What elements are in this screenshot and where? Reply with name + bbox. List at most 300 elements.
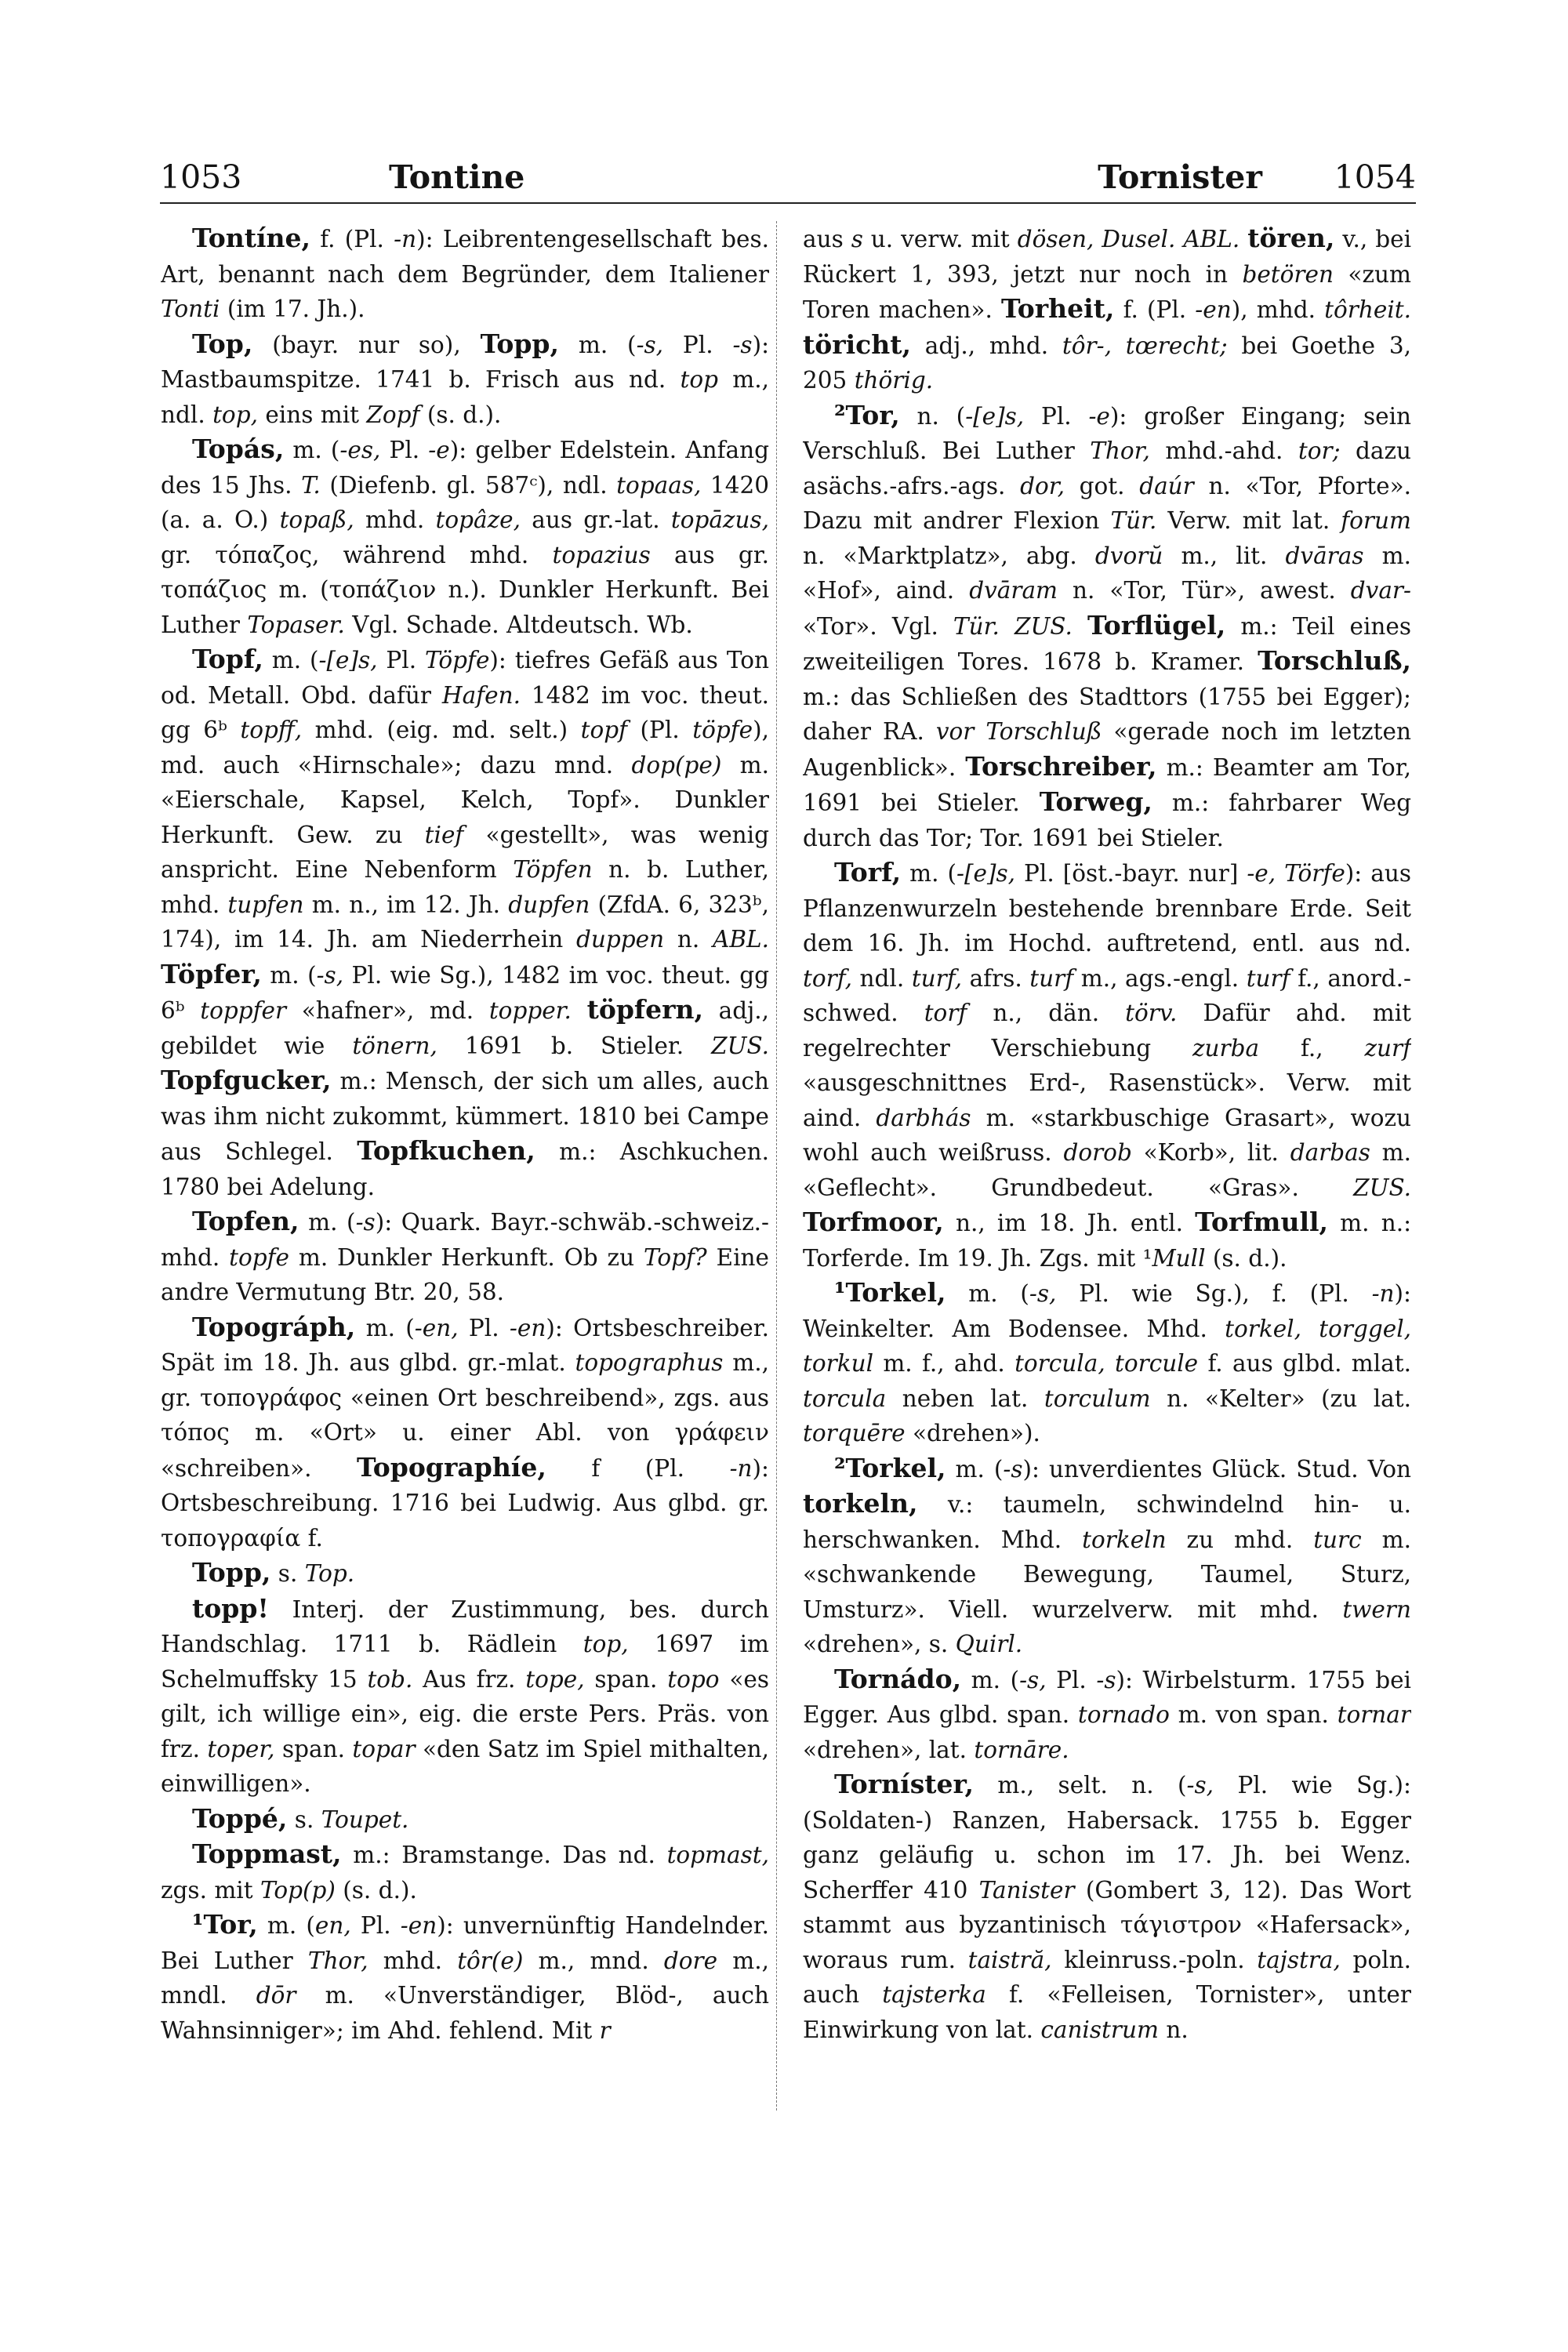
italic-term: Mull [1152, 1244, 1206, 1272]
italic-term: torquēre [803, 1420, 906, 1446]
italic-term: -n [394, 226, 417, 252]
italic-term: betören [1242, 260, 1334, 288]
headword: ²Torkel, [834, 1452, 946, 1483]
italic-term: -s [732, 331, 753, 358]
italic-term: -[e]s, [318, 647, 378, 673]
entry-text: span. [274, 1735, 353, 1762]
entry-text: f., anord.-schwed. [803, 964, 1411, 1026]
italic-term: dore [663, 1947, 718, 1974]
entry-text: ): Leibrentengesellschaft bes. Art, benannt nach dem Begründer, dem Italiener [161, 226, 769, 288]
italic-term: zurba [1192, 1034, 1260, 1062]
italic-term: -[e]s, [965, 402, 1025, 430]
entry-text: m. «Hof», aind. [803, 542, 1411, 604]
entry-text: Verw. mit lat. [1156, 507, 1341, 534]
entry-text: ): Ortsbeschreiber. Spät im 18. Jh. aus glbd. gr.-mlat. [161, 1314, 769, 1376]
italic-term: top [680, 366, 718, 393]
headword: ¹Torkel, [834, 1277, 946, 1308]
entry-text: m.: Bramstange. Das nd. [341, 1842, 667, 1868]
dictionary-entry [161, 1907, 769, 2048]
entry-text: poln. auch [803, 1946, 1411, 2008]
dictionary-entry [161, 1555, 769, 1592]
italic-term: dorob [1063, 1139, 1132, 1166]
italic-term: törv. [1125, 1000, 1178, 1026]
dictionary-entry [161, 1802, 769, 1838]
italic-term: topazius [552, 541, 651, 568]
page-number-right: 1054 [1334, 158, 1416, 196]
entry-text: «Korb», lit. [1131, 1139, 1290, 1166]
headword: Torschluß, [1258, 645, 1411, 676]
italic-term: en, [314, 1912, 351, 1939]
italic-term: torf [924, 1000, 967, 1026]
italic-term: torculum [1044, 1385, 1151, 1412]
entry-text: «gerade noch im letzten Augenblick». [803, 718, 1411, 781]
headword: Topp, [480, 328, 559, 359]
dictionary-entry [161, 1204, 769, 1310]
dictionary-entry [161, 432, 769, 642]
headword: Torflügel, [1087, 609, 1226, 641]
entry-text: «ausgeschnittnes Erd-, Rasenstück». Verw. mit aind. [803, 1069, 1411, 1131]
entry-text: neben lat. [886, 1385, 1044, 1412]
entry-text: ): gelber Edelstein. Anfang des 15 Jhs. [161, 437, 769, 499]
entry-text: «zum Toren machen». [803, 260, 1411, 323]
italic-term: topper. [488, 997, 572, 1024]
entry-text: m., ndl. [161, 366, 769, 428]
italic-term: dupfen [508, 891, 590, 918]
entry-text: gr. τόπαζος, während mhd. [161, 541, 553, 568]
page-number-left: 1053 [160, 158, 242, 196]
italic-term: dop(pe) [631, 751, 722, 779]
entry-text: 1691 b. Stieler. [437, 1032, 712, 1059]
italic-term: darbhás [876, 1104, 971, 1131]
italic-term: -[e]s, [956, 860, 1016, 887]
italic-term: -en [400, 1912, 437, 1939]
entry-text: Pl. [350, 1912, 401, 1939]
entry-text: Vgl. Schade. Altdeutsch. Wb. [344, 611, 693, 638]
entry-text: m., mndl. [161, 1947, 769, 2009]
italic-term: Tanister [978, 1876, 1075, 1904]
italic-term: duppen [576, 926, 665, 953]
dictionary-entry [803, 1662, 1411, 1768]
entry-text: (s. d.). [1205, 1244, 1287, 1272]
entry-text: dazu asächs.-afrs.-ags. [803, 437, 1411, 499]
entry-text: m. ( [946, 1455, 1004, 1483]
dictionary-entry [803, 398, 1411, 856]
entry-text: ): Quark. Bayr.-schwäb.-schweiz.-mhd. [161, 1209, 769, 1271]
entry-text: f. (Pl. [310, 226, 394, 252]
entry-text: ): unverdientes Glück. Stud. Von [1022, 1455, 1411, 1483]
italic-term: torkel, torggel, torkul [803, 1315, 1411, 1377]
dictionary-entry [803, 855, 1411, 1276]
entry-text: n. «Marktplatz», abg. [803, 542, 1095, 569]
entry-text: Pl. wie Sg.), f. (Pl. [1056, 1280, 1372, 1307]
entry-text: f. «Felleisen, Tornister», unter Einwirkung von lat. [803, 1981, 1411, 2043]
italic-term: topfe [229, 1243, 289, 1271]
italic-term: topo [667, 1665, 720, 1693]
entry-text: Aus frz. [412, 1665, 526, 1693]
entry-text: bei Goethe 3, 205 [803, 332, 1411, 394]
headword: Töpfer, [161, 958, 262, 989]
italic-term: Thor, [1090, 437, 1150, 464]
italic-term: zurf [1364, 1034, 1411, 1062]
italic-term: toper, [207, 1735, 275, 1762]
italic-term: turc [1313, 1526, 1362, 1553]
entry-text: n. b. Luther, mhd. [161, 856, 769, 918]
italic-term: taistră, [967, 1946, 1052, 1973]
entry-text: m. ( [961, 1666, 1020, 1693]
headword: Torheit, [1000, 293, 1115, 324]
entry-text: Pl. [663, 331, 733, 358]
italic-term: thörig. [854, 367, 934, 394]
headword: Top, [192, 328, 253, 359]
headword: topp! [192, 1592, 269, 1624]
headword: ²Tor, [834, 399, 900, 430]
entry-text: f., [1259, 1034, 1365, 1062]
entry-text: «den Satz im Spiel mithalten, einwilligen». [161, 1735, 769, 1797]
entry-text: (s. d.). [419, 401, 502, 428]
entry-text: n. [1158, 2016, 1189, 2043]
entry-text: m. «starkbuschige Grasart», wozu wohl auch weißruss. [803, 1104, 1411, 1166]
italic-term: vor Torschluß [935, 718, 1102, 745]
italic-term: topmast, [666, 1842, 769, 1868]
entry-text: eins mit [257, 401, 367, 428]
entry-text: «drehen»). [905, 1420, 1040, 1446]
dictionary-entry [803, 221, 1411, 398]
italic-term: dösen, Dusel. [1017, 226, 1176, 252]
headword: Topfkuchen, [357, 1135, 535, 1166]
entry-text: m. ( [901, 860, 957, 887]
italic-term: -s, [316, 961, 344, 989]
italic-term: Thor, [307, 1947, 368, 1974]
entry-text: (Diefenb. gl. 587ᶜ), ndl. [320, 471, 617, 499]
entry-text: Interj. der Zustimmung, bes. durch Handschlag. 1711 b. Rädlein [161, 1595, 769, 1657]
italic-term: tief [424, 821, 464, 848]
italic-term: dvāram [969, 577, 1058, 604]
entry-text: Pl. wie Sg.), 1482 im voc. theut. gg 6ᵇ [161, 961, 769, 1024]
italic-term: -n [1371, 1280, 1395, 1307]
italic-term: tupfen [227, 891, 304, 918]
italic-term: tornado [1077, 1701, 1170, 1728]
dictionary-entry [161, 1837, 769, 1907]
dictionary-entry [803, 1276, 1411, 1451]
guide-word-right: Tornister [1098, 158, 1262, 196]
headword: tören, [1247, 223, 1335, 253]
entry-text [1240, 226, 1247, 252]
entry-text: m., gr. τοπογράφος «einen Ort beschreibend», zgs. aus τόπος m. «Ort» u. einer Abl. von γράφειν «schreiben». [161, 1349, 769, 1482]
entry-text: ): Weinkelter. Am Bodensee. Mhd. [803, 1280, 1411, 1342]
entry-text: ): aus Pflanzenwurzeln bestehende brennbare Erde. Seit dem 16. Jh. im Hochd. auftretend, entl. aus nd. [803, 860, 1411, 956]
italic-term: Quirl. [955, 1631, 1023, 1657]
italic-term: ABL. [713, 926, 769, 953]
italic-term: topographus [575, 1349, 724, 1376]
italic-term: turf [1246, 964, 1290, 992]
right-column [803, 221, 1411, 2118]
italic-term: r [599, 2016, 611, 2044]
entry-text: 1697 im Schelmuffsky 15 [161, 1631, 769, 1693]
italic-term: dor, [1020, 472, 1065, 499]
entry-text: m. ( [257, 1912, 315, 1939]
italic-term: Tonti [161, 296, 220, 322]
italic-term: torf, [803, 964, 852, 992]
entry-text: m.: Aschkuchen. 1780 bei Adelung. [161, 1138, 769, 1200]
dictionary-entry [161, 642, 769, 1204]
italic-term: tönern, [352, 1032, 437, 1059]
headword: Torníster, [834, 1769, 974, 1799]
entry-text: Pl. [1024, 402, 1089, 430]
entry-text: n., dän. [967, 1000, 1126, 1026]
italic-term: -en [1195, 296, 1232, 323]
entry-text: Pl. [öst.-bayr. nur] [1015, 860, 1247, 887]
entry-text: ndl. [851, 964, 912, 992]
dictionary-entry [161, 221, 769, 327]
italic-term: tôr(e) [457, 1947, 524, 1974]
entry-text: m. n., im 12. Jh. [303, 891, 509, 918]
italic-term: turf, [911, 964, 963, 992]
italic-term: dvorŭ [1094, 542, 1163, 569]
headword: ¹Tor, [192, 1909, 258, 1940]
italic-term: torkeln [1082, 1526, 1167, 1553]
entry-text: Pl. [377, 647, 425, 673]
entry-text [572, 997, 587, 1024]
italic-term: -s, [1186, 1772, 1214, 1798]
italic-term: -en, [414, 1314, 459, 1341]
italic-term: tajsterka [882, 1981, 986, 2008]
italic-term: -s [1003, 1455, 1023, 1483]
entry-text: m.: Beamter am Tor, 1691 bei Stieler. [803, 753, 1411, 816]
italic-term: -e [428, 437, 450, 463]
entry-text: «es gilt, ich willige ein», eig. die erste Pers. Präs. von frz. [161, 1665, 769, 1762]
headword: Topfgucker, [161, 1065, 332, 1095]
italic-term: tor; [1298, 437, 1341, 464]
entry-text: m. «Unverständiger, Blöd-, auch Wahnsinniger»; im Ahd. fehlend. Mit [161, 1982, 769, 2044]
headword: Toppmast, [192, 1838, 342, 1869]
entry-text: span. [584, 1665, 668, 1693]
italic-term: Töpfen [513, 856, 593, 883]
entry-text: afrs. [962, 964, 1030, 992]
italic-term: topar [352, 1735, 416, 1762]
italic-term: tajstra, [1257, 1946, 1341, 1973]
italic-term: daúr [1139, 472, 1194, 499]
italic-term: topāzus, [670, 506, 769, 533]
entry-text: n. «Tor, Pforte». Dazu mit andrer Flexion [803, 472, 1411, 534]
italic-term: twern [1342, 1595, 1411, 1623]
entry-text: mhd. [368, 1947, 458, 1974]
entry-text: ): Ortsbeschreibung. 1716 bei Ludwig. Aus glbd. gr. τοπογραφία f. [161, 1454, 769, 1552]
italic-term: -e, Törfe [1247, 860, 1345, 887]
entry-text: m.: fahrbarer Weg durch das Tor; Tor. 1691 bei Stieler. [803, 789, 1411, 851]
entry-text: ), mhd. [1231, 296, 1325, 323]
entry-text: mhd. [354, 506, 436, 533]
entry-text: «drehen», lat. [803, 1736, 975, 1763]
headword: Tornádo, [834, 1663, 962, 1694]
italic-term: tornāre. [974, 1736, 1069, 1763]
italic-term: tob. [367, 1665, 413, 1693]
entry-text: m. ( [355, 1314, 415, 1341]
italic-term: tornar [1337, 1701, 1411, 1728]
italic-term: Top(p) [260, 1876, 336, 1904]
entry-text: (ZfdA. 6, 323ᵇ, 174), im 14. Jh. am Niederrhein [161, 891, 769, 953]
entry-text: adj., gebildet wie [161, 997, 769, 1059]
italic-term: -s [1096, 1666, 1116, 1693]
headword: Tontíne, [192, 223, 311, 253]
entry-text: mhd.-ahd. [1149, 437, 1298, 464]
entry-text: adj., mhd. [911, 332, 1062, 359]
headword: Torfmoor, [803, 1207, 944, 1237]
entry-text: v., bei Rückert 1, 393, jetzt nur noch in [803, 226, 1411, 288]
italic-term: -n [729, 1454, 753, 1482]
entry-text: m. ( [558, 331, 637, 358]
entry-text: n. «Tor, Tür», awest. [1058, 577, 1351, 604]
dictionary-entry [161, 1592, 769, 1802]
italic-term: Zopf [366, 401, 420, 428]
entry-text: Dafür ahd. mit regelrechter Verschiebung [803, 1000, 1411, 1062]
italic-term: darbas [1290, 1139, 1370, 1166]
italic-term: topâze, [435, 506, 521, 533]
italic-term: top, [212, 401, 258, 428]
entry-text: n., im 18. Jh. entl. [943, 1210, 1196, 1236]
entry-text: m. ( [284, 437, 340, 463]
entry-text [1175, 226, 1183, 252]
entry-text: m., mnd. [523, 1947, 664, 1974]
entry-text: m. «Eierschale, Kapsel, Kelch, Topf». Dunkler Herkunft. Gew. zu [161, 751, 769, 848]
italic-term: -s, [636, 331, 664, 358]
italic-term: ZUS. [1353, 1174, 1411, 1201]
entry-text: ): großer Eingang; sein Verschluß. Bei Luther [803, 402, 1411, 464]
italic-term: topaas, [616, 471, 702, 499]
entry-text: m. «schwankende Bewegung, Taumel, Sturz, Umsturz». Viell. wurzelverw. mit mhd. [803, 1526, 1411, 1623]
italic-term: -e [1088, 402, 1110, 430]
entry-text: (im 17. Jh.). [220, 296, 365, 322]
entry-text: m.: Mensch, der sich um alles, auch was ihm nicht zukommt, kümmert. 1810 bei Campe aus Schlegel. [161, 1068, 769, 1165]
italic-term: dōr [256, 1982, 296, 2009]
italic-term: dvāras [1285, 542, 1364, 569]
entry-text: 1420 (a. a. O.) [161, 471, 769, 533]
headword: Torschreiber, [965, 750, 1157, 782]
italic-term: canistrum [1040, 2016, 1159, 2043]
italic-term: toppfer [200, 997, 287, 1024]
headword: Topp, [192, 1557, 271, 1588]
italic-term: Hafen. [441, 681, 521, 709]
entry-text: m. f., ahd. [873, 1350, 1015, 1377]
entry-text: zgs. mit [161, 1876, 260, 1904]
italic-term: Topf? [643, 1243, 707, 1271]
headword: Torweg, [1039, 786, 1152, 817]
entry-text: ), md. auch «Hirnschale»; dazu mnd. [161, 717, 769, 779]
entry-text: kleinruss.-poln. [1051, 1946, 1258, 1973]
italic-term: forum [1341, 507, 1411, 534]
italic-term: -en [509, 1314, 546, 1341]
left-column [161, 221, 769, 2118]
entry-text: v.: taumeln, schwindelnd hin- u. herschwanken. Mhd. [803, 1491, 1411, 1553]
entry-text: m. Dunkler Herkunft. Ob zu [289, 1243, 644, 1271]
entry-text: ): Mastbaumspitze. 1741 b. Frisch aus nd. [161, 331, 769, 393]
entry-text: f (Pl. [546, 1454, 730, 1482]
entry-text: m. ( [299, 1209, 356, 1236]
entry-text: m. von span. [1169, 1701, 1338, 1728]
entry-text: Eine andre Vermutung Btr. 20, 58. [161, 1243, 769, 1305]
headword: Topográph, [192, 1311, 356, 1342]
entry-text: «drehen», s. [803, 1631, 956, 1657]
entry-text: aus gr. τοπάζιος m. (τοπάζιον n.). Dunkler Herkunft. Bei Luther [161, 541, 769, 638]
italic-term: -s, [1029, 1280, 1057, 1307]
italic-term: Toupet. [321, 1806, 409, 1833]
entry-text: Pl. [458, 1314, 510, 1341]
italic-term: tôr-, tœrecht; [1062, 332, 1228, 359]
headword: töricht, [803, 328, 911, 360]
italic-term: ABL. [1183, 226, 1240, 252]
entry-text: Pl. [1046, 1666, 1097, 1693]
entry-text: m., ags.-engl. [1073, 964, 1247, 992]
entry-text: m. ( [946, 1280, 1029, 1307]
italic-term: s [851, 226, 863, 252]
italic-term: torcula [803, 1385, 887, 1412]
entry-text: m., lit. [1163, 542, 1286, 569]
entry-text: aus gr.-lat. [520, 506, 671, 533]
column-divider [776, 221, 777, 2111]
headword: Topographíe, [357, 1451, 546, 1483]
headword: Topfen, [192, 1206, 299, 1236]
entry-text: Pl. wie Sg.): (Soldaten-) Ranzen, Habersack. 1755 b. Egger ganz geläufig u. schon im 17. Jh. bei Wenz. Scherffer 410 [803, 1772, 1411, 1904]
italic-term: Töpfe [425, 647, 490, 673]
italic-term: torcula, torcule [1014, 1350, 1199, 1377]
entry-text: f. (Pl. [1114, 296, 1196, 323]
italic-term: -s [355, 1209, 376, 1236]
entry-text: (s. d.). [335, 1876, 417, 1904]
entry-text: «Tor». Vgl. [803, 612, 953, 640]
entry-text: m., selt. n. ( [974, 1772, 1187, 1798]
entry-text: s. [287, 1806, 321, 1833]
italic-term: Tür. [1110, 507, 1157, 534]
italic-term: ZUS. [711, 1032, 769, 1059]
entry-text: ): Wirbelsturm. 1755 bei Egger. Aus glbd. span. [803, 1666, 1411, 1728]
entry-text: ): unvernünftig Handelnder. Bei Luther [161, 1912, 769, 1974]
italic-term: -es, [339, 437, 381, 463]
dictionary-entry [803, 1451, 1411, 1662]
entry-text: «hafner», md. [286, 997, 489, 1024]
entry-text: m. n.: Torferde. Im 19. Jh. Zgs. mit ¹ [803, 1210, 1411, 1272]
dictionary-entry [161, 327, 769, 433]
entry-text: got. [1064, 472, 1140, 499]
italic-term: Top. [304, 1560, 355, 1587]
entry-text [1000, 613, 1014, 640]
entry-text: (Pl. [627, 717, 693, 743]
entry-text: n. «Kelter» (zu lat. [1150, 1385, 1411, 1412]
italic-term: topff, [240, 717, 303, 743]
entry-text: n. [664, 926, 713, 953]
headword: Torfmull, [1195, 1207, 1329, 1237]
italic-term: tôrheit. [1324, 296, 1411, 323]
dictionary-entry [803, 1767, 1411, 2047]
headword: Toppé, [192, 1802, 288, 1834]
entry-text: m.: Teil eines zweiteiligen Tores. 1678 b. Kramer. [803, 612, 1411, 675]
entry-text: f. aus glbd. mlat. [1198, 1350, 1411, 1377]
entry-text: n. ( [899, 402, 966, 430]
italic-term: ZUS. [1014, 612, 1073, 640]
entry-text: (bayr. nur so), [252, 331, 481, 358]
italic-term: topaß, [279, 506, 354, 533]
entry-text: zu mhd. [1166, 1526, 1314, 1553]
headword: töpfern, [586, 994, 703, 1025]
entry-text: m. «Geflecht». Grundbedeut. «Gras». [803, 1139, 1411, 1201]
entry-text: u. verw. mit [862, 226, 1018, 252]
entry-text: 1482 im voc. theut. gg 6ᵇ [161, 681, 769, 743]
italic-term: top, [583, 1631, 629, 1657]
guide-word-left: Tontine [389, 158, 525, 196]
entry-text [1073, 613, 1087, 640]
entry-text: m. ( [261, 961, 317, 989]
italic-term: turf [1029, 964, 1074, 992]
headword: Torf, [834, 857, 902, 887]
entry-text: m.: das Schließen des Stadttors (1755 bei Egger); daher RA. [803, 683, 1411, 745]
